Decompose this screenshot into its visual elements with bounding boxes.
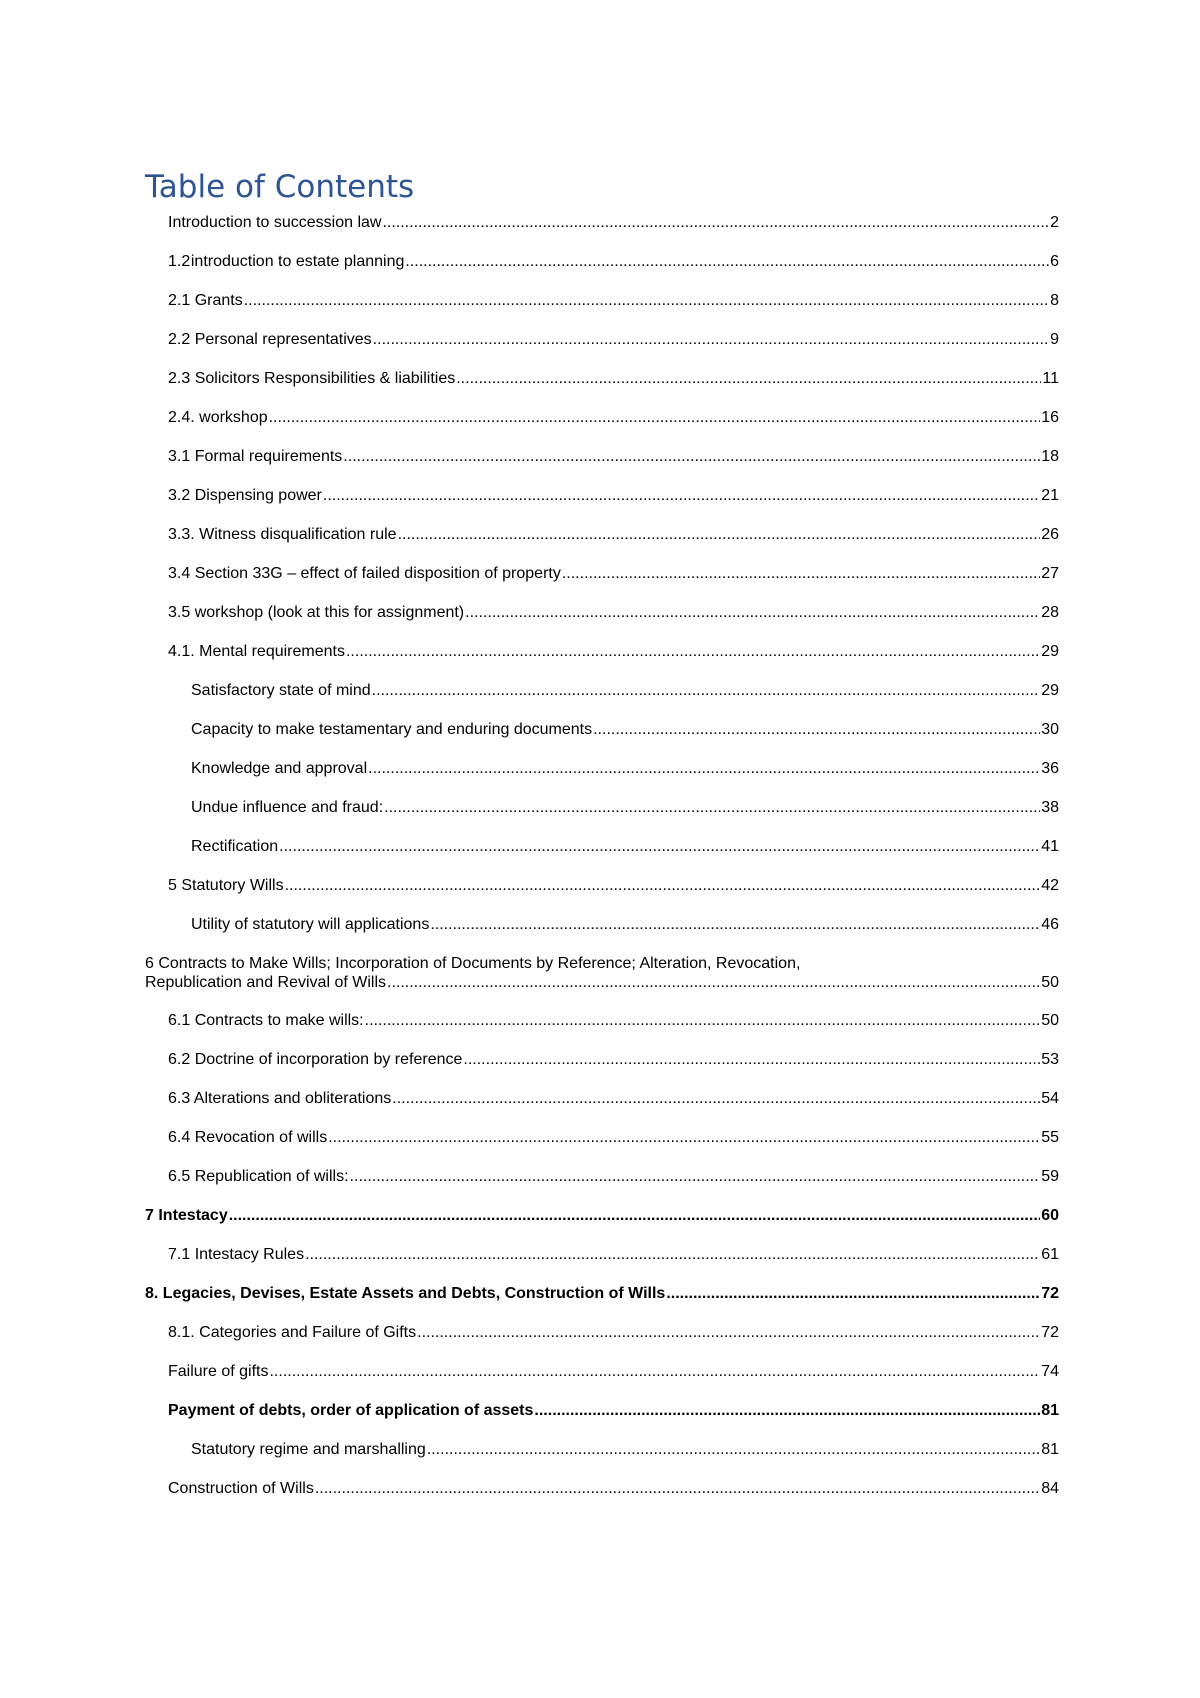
toc-entry[interactable] <box>145 598 1059 637</box>
toc-entry[interactable] <box>145 1201 1059 1240</box>
dot-leader <box>384 798 1040 817</box>
toc-entry-line <box>191 720 1059 739</box>
toc-entry-line <box>145 1284 1059 1303</box>
toc-entry-page-number: 50 <box>1041 1012 1059 1029</box>
toc-entry-text: 3.4 Section 33G – effect of failed disposition of property <box>168 565 561 582</box>
dot-leader <box>368 759 1040 778</box>
toc-entry[interactable] <box>145 520 1059 559</box>
toc-entry[interactable] <box>145 364 1059 403</box>
toc-entry-text: 6.5 Republication of wills: <box>168 1168 349 1185</box>
toc-entry-text: 3.1 Formal requirements <box>168 448 343 465</box>
toc-entry-line <box>168 1323 1059 1342</box>
toc-entry[interactable] <box>145 1357 1059 1396</box>
toc-entry-page-number: 55 <box>1041 1129 1059 1146</box>
toc-entry-page-number: 18 <box>1041 448 1059 465</box>
toc-entry-page-number: 9 <box>1050 331 1059 348</box>
toc-entry-line <box>168 1128 1059 1147</box>
toc-entry[interactable] <box>145 949 1059 1006</box>
toc-entry-text: Undue influence and fraud: <box>191 799 384 816</box>
toc-list <box>145 208 1059 1513</box>
toc-entry-page-number: 72 <box>1041 1285 1059 1302</box>
toc-entry-line <box>168 564 1059 583</box>
toc-entry[interactable] <box>145 325 1059 364</box>
toc-entry-page-number: 28 <box>1041 604 1059 621</box>
toc-entry-text: 6.1 Contracts to make wills: <box>168 1012 364 1029</box>
dot-leader <box>328 1128 1040 1147</box>
toc-entry-text: 7 Intestacy <box>145 1207 228 1224</box>
toc-entry-text: 6.4 Revocation of wills <box>168 1129 328 1146</box>
dot-leader <box>666 1284 1040 1303</box>
toc-entry-text: 6.3 Alterations and obliterations <box>168 1090 392 1107</box>
dot-leader <box>372 681 1041 700</box>
toc-entry-text: Introduction to succession law <box>168 214 382 231</box>
toc-entry-line <box>168 408 1059 427</box>
toc-entry-page-number: 11 <box>1042 370 1059 387</box>
toc-entry-text: introduction to estate planning <box>190 253 405 270</box>
dot-leader <box>229 1206 1040 1225</box>
toc-entry-text: 2.1 Grants <box>168 292 243 309</box>
toc-entry-text: Rectification <box>191 838 279 855</box>
toc-entry-text: 2.4. workshop <box>168 409 268 426</box>
dot-leader <box>456 369 1041 388</box>
dot-leader <box>463 1050 1040 1069</box>
toc-entry-page-number: 6 <box>1050 253 1059 270</box>
toc-entry-page-number: 53 <box>1041 1051 1059 1068</box>
dot-leader <box>279 837 1040 856</box>
dot-leader <box>343 447 1040 466</box>
toc-entry-page-number: 27 <box>1041 565 1059 582</box>
toc-entry[interactable] <box>145 715 1059 754</box>
toc-entry-page-number: 81 <box>1041 1402 1059 1419</box>
toc-entry-line <box>168 1245 1059 1264</box>
dot-leader <box>398 525 1041 544</box>
dot-leader <box>562 564 1040 583</box>
toc-entry-text: 3.2 Dispensing power <box>168 487 322 504</box>
toc-entry-line <box>168 603 1059 622</box>
toc-entry-page-number: 61 <box>1041 1246 1059 1263</box>
toc-entry-text: 4.1. Mental requirements <box>168 643 345 660</box>
toc-entry-page-number: 81 <box>1041 1441 1059 1458</box>
dot-leader <box>387 973 1040 992</box>
toc-entry-page-number: 36 <box>1041 760 1059 777</box>
dot-leader <box>430 915 1040 934</box>
toc-entry-line <box>168 876 1059 895</box>
toc-entry[interactable] <box>145 754 1059 793</box>
toc-entry[interactable] <box>145 481 1059 520</box>
dot-leader <box>323 486 1040 505</box>
toc-entry-page-number: 26 <box>1041 526 1059 543</box>
toc-entry-page-number: 54 <box>1041 1090 1059 1107</box>
toc-entry-text: 7.1 Intestacy Rules <box>168 1246 305 1263</box>
toc-entry[interactable] <box>145 793 1059 832</box>
dot-leader <box>534 1401 1040 1420</box>
dot-leader <box>269 1362 1040 1381</box>
toc-entry-line <box>191 681 1059 700</box>
toc-entry-line <box>168 642 1059 661</box>
toc-entry-text: Satisfactory state of mind <box>191 682 371 699</box>
toc-entry-text: Payment of debts, order of application of assets <box>168 1402 534 1419</box>
toc-entry-page-number: 60 <box>1041 1207 1059 1224</box>
toc-entry-text: Failure of gifts <box>168 1363 269 1380</box>
toc-entry-line <box>168 486 1059 505</box>
toc-entry-text: 2.2 Personal representatives <box>168 331 372 348</box>
toc-entry-text: Construction of Wills <box>168 1480 314 1497</box>
toc-entry[interactable] <box>145 1240 1059 1279</box>
toc-entry[interactable] <box>145 559 1059 598</box>
dot-leader <box>405 252 1049 271</box>
toc-entry-page-number: 16 <box>1041 409 1059 426</box>
toc-entry-page-number: 30 <box>1041 721 1059 738</box>
toc-entry-text: Republication and Revival of Wills <box>145 974 386 991</box>
toc-entry[interactable] <box>145 247 1059 286</box>
toc-entry-page-number: 46 <box>1041 916 1059 933</box>
toc-entry-text: 8. Legacies, Devises, Estate Assets and Debts, Construction of Wills <box>145 1285 666 1302</box>
toc-entry-page-number: 50 <box>1041 974 1059 991</box>
toc-entry-line <box>168 252 1059 271</box>
toc-entry-number: 1.2 <box>168 253 191 270</box>
toc-entry-page-number: 72 <box>1041 1324 1059 1341</box>
dot-leader <box>392 1089 1040 1108</box>
toc-entry-line <box>168 330 1059 349</box>
toc-entry-text: Knowledge and approval <box>191 760 368 777</box>
toc-entry-page-number: 21 <box>1041 487 1059 504</box>
toc-entry-text: 5 Statutory Wills <box>168 877 284 894</box>
toc-entry[interactable] <box>145 910 1059 949</box>
toc-entry-text: Capacity to make testamentary and enduring documents <box>191 721 593 738</box>
toc-entry[interactable] <box>145 637 1059 676</box>
dot-leader <box>350 1167 1041 1186</box>
toc-entry[interactable] <box>145 1318 1059 1357</box>
toc-entry[interactable] <box>145 676 1059 715</box>
toc-entry-page-number: 74 <box>1041 1363 1059 1380</box>
toc-entry-page-number: 2 <box>1050 214 1059 231</box>
toc-entry-page-number: 8 <box>1050 292 1059 309</box>
toc-entry-line <box>168 291 1059 310</box>
toc-entry[interactable] <box>145 1006 1059 1045</box>
toc-entry-line <box>168 1401 1059 1420</box>
toc-entry-page-number: 38 <box>1041 799 1059 816</box>
dot-leader <box>269 408 1041 427</box>
toc-entry[interactable] <box>145 403 1059 442</box>
toc-entry-text: 2.3 Solicitors Responsibilities & liabilities <box>168 370 456 387</box>
toc-entry-text: 8.1. Categories and Failure of Gifts <box>168 1324 417 1341</box>
toc-entry[interactable] <box>145 1279 1059 1318</box>
dot-leader <box>417 1323 1040 1342</box>
toc-entry[interactable] <box>145 871 1059 910</box>
toc-entry-page-number: 41 <box>1041 838 1059 855</box>
toc-entry-line <box>168 525 1059 544</box>
toc-entry-line <box>168 1011 1059 1030</box>
toc-entry-text: Statutory regime and marshalling <box>191 1441 426 1458</box>
dot-leader <box>382 213 1049 232</box>
toc-entry-line <box>168 1050 1059 1069</box>
dot-leader <box>346 642 1040 661</box>
dot-leader <box>465 603 1040 622</box>
toc-entry[interactable] <box>145 832 1059 871</box>
toc-entry-page-number: 29 <box>1041 682 1059 699</box>
toc-entry[interactable] <box>145 1474 1059 1513</box>
toc-entry-line <box>168 1167 1059 1186</box>
toc-entry-page-number: 29 <box>1041 643 1059 660</box>
toc-entry-text: 3.3. Witness disqualification rule <box>168 526 397 543</box>
toc-entry-line <box>168 369 1059 388</box>
toc-entry-text: Utility of statutory will applications <box>191 916 430 933</box>
toc-entry-line <box>168 1479 1059 1498</box>
toc-entry-line <box>191 837 1059 856</box>
toc-entry-line <box>168 1089 1059 1108</box>
toc-entry[interactable] <box>145 286 1059 325</box>
toc-entry-line <box>168 213 1059 232</box>
toc-entry-line <box>191 759 1059 778</box>
dot-leader <box>315 1479 1040 1498</box>
dot-leader <box>427 1440 1040 1459</box>
toc-entry-text: 3.5 workshop (look at this for assignment) <box>168 604 465 621</box>
toc-entry-line <box>191 915 1059 934</box>
toc-entry[interactable] <box>145 1045 1059 1084</box>
dot-leader <box>365 1011 1041 1030</box>
dot-leader <box>285 876 1041 895</box>
toc-entry[interactable] <box>145 1123 1059 1162</box>
toc-entry[interactable] <box>145 1396 1059 1435</box>
toc-entry-text: 6.2 Doctrine of incorporation by reference <box>168 1051 463 1068</box>
toc-entry[interactable] <box>145 442 1059 481</box>
toc-entry-text-line1: 6 Contracts to Make Wills; Incorporation of Documents by Reference; Alteration, Revocation, <box>145 955 801 972</box>
toc-entry-line <box>168 1362 1059 1381</box>
dot-leader <box>373 330 1049 349</box>
toc-entry-page-number: 84 <box>1041 1480 1059 1497</box>
dot-leader <box>244 291 1049 310</box>
dot-leader <box>593 720 1040 739</box>
toc-entry[interactable] <box>145 1162 1059 1201</box>
toc-title: Table of Contents <box>145 169 415 205</box>
toc-entry[interactable] <box>145 1084 1059 1123</box>
dot-leader <box>305 1245 1040 1264</box>
toc-entry-page-number: 59 <box>1041 1168 1059 1185</box>
toc-entry-line <box>191 798 1059 817</box>
toc-entry-line <box>145 973 1059 992</box>
toc-entry-line <box>145 1206 1059 1225</box>
toc-entry-page-number: 42 <box>1041 877 1059 894</box>
toc-entry[interactable] <box>145 1435 1059 1474</box>
toc-entry-line <box>168 447 1059 466</box>
toc-entry-line <box>191 1440 1059 1459</box>
toc-entry[interactable] <box>145 208 1059 247</box>
